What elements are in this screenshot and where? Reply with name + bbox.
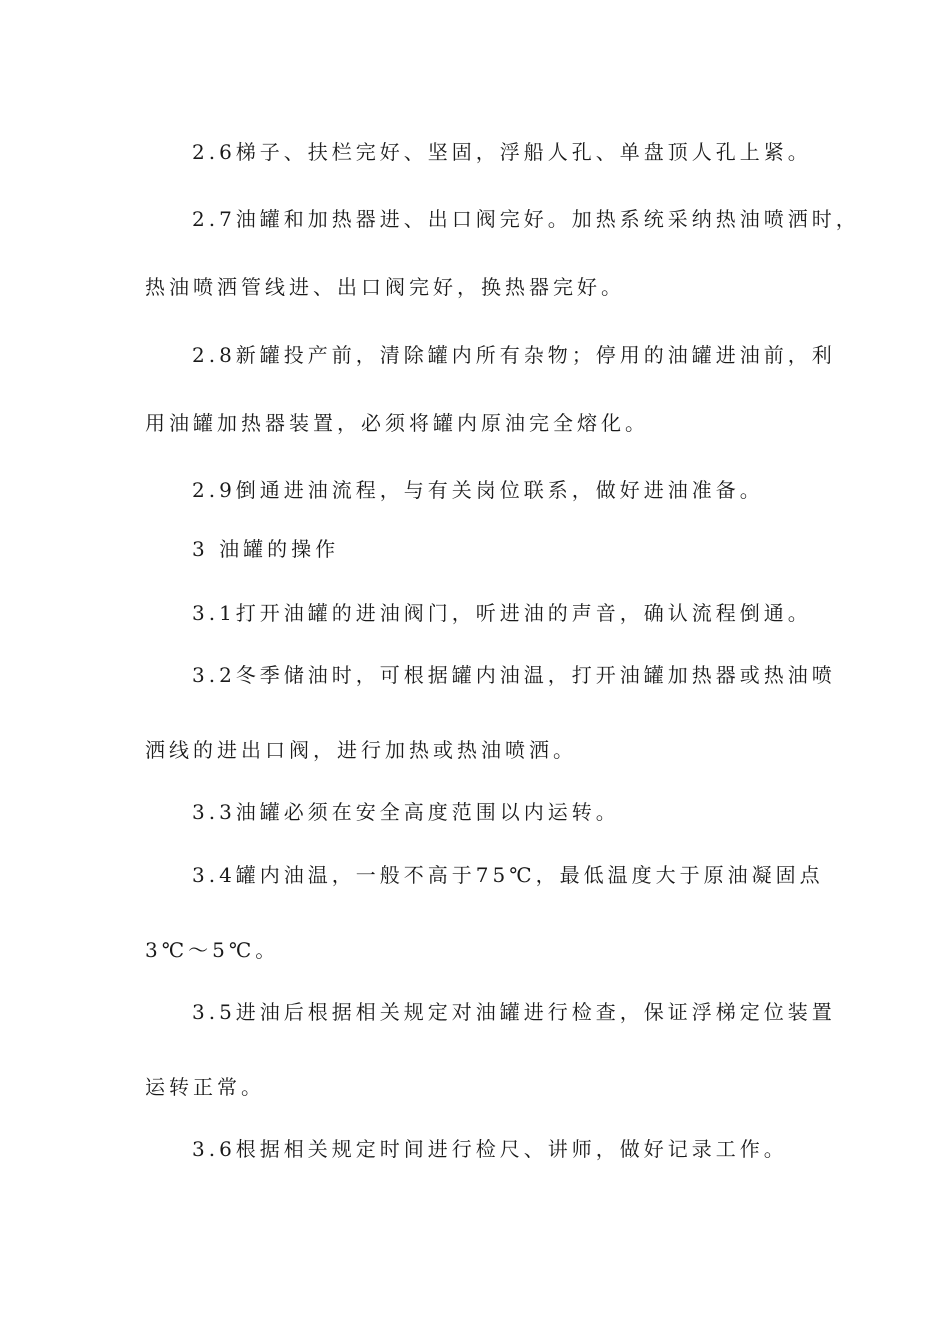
item-3-1: 3.1打开油罐的进油阀门，听进油的声音，确认流程倒通。 (192, 601, 812, 625)
item-3-2: 3.2冬季储油时，可根据罐内油温，打开油罐加热器或热油喷 (192, 663, 836, 687)
item-2-7-continued: 热油喷洒管线进、出口阀完好，换热器完好。 (145, 275, 625, 299)
item-2-6: 2.6梯子、扶栏完好、坚固，浮船人孔、单盘顶人孔上紧。 (192, 140, 812, 164)
item-2-8: 2.8新罐投产前，清除罐内所有杂物；停用的油罐进油前，利 (192, 343, 836, 367)
item-2-7: 2.7油罐和加热器进、出口阀完好。加热系统采纳热油喷洒时， (192, 207, 860, 231)
section-3-heading: 3 油罐的操作 (192, 537, 340, 561)
item-3-5-continued: 运转正常。 (145, 1075, 265, 1099)
item-3-4: 3.4罐内油温，一般不高于75℃，最低温度大于原油凝固点 (192, 863, 824, 887)
item-2-8-continued: 用油罐加热器装置，必须将罐内原油完全熔化。 (145, 411, 649, 435)
item-3-3: 3.3油罐必须在安全高度范围以内运转。 (192, 800, 620, 824)
item-3-4-continued: 3℃～5℃。 (145, 938, 280, 962)
item-3-6: 3.6根据相关规定时间进行检尺、讲师，做好记录工作。 (192, 1137, 788, 1161)
item-2-9: 2.9倒通进油流程，与有关岗位联系，做好进油准备。 (192, 478, 764, 502)
item-3-2-continued: 洒线的进出口阀，进行加热或热油喷洒。 (145, 738, 577, 762)
item-3-5: 3.5进油后根据相关规定对油罐进行检查，保证浮梯定位装置 (192, 1000, 836, 1024)
